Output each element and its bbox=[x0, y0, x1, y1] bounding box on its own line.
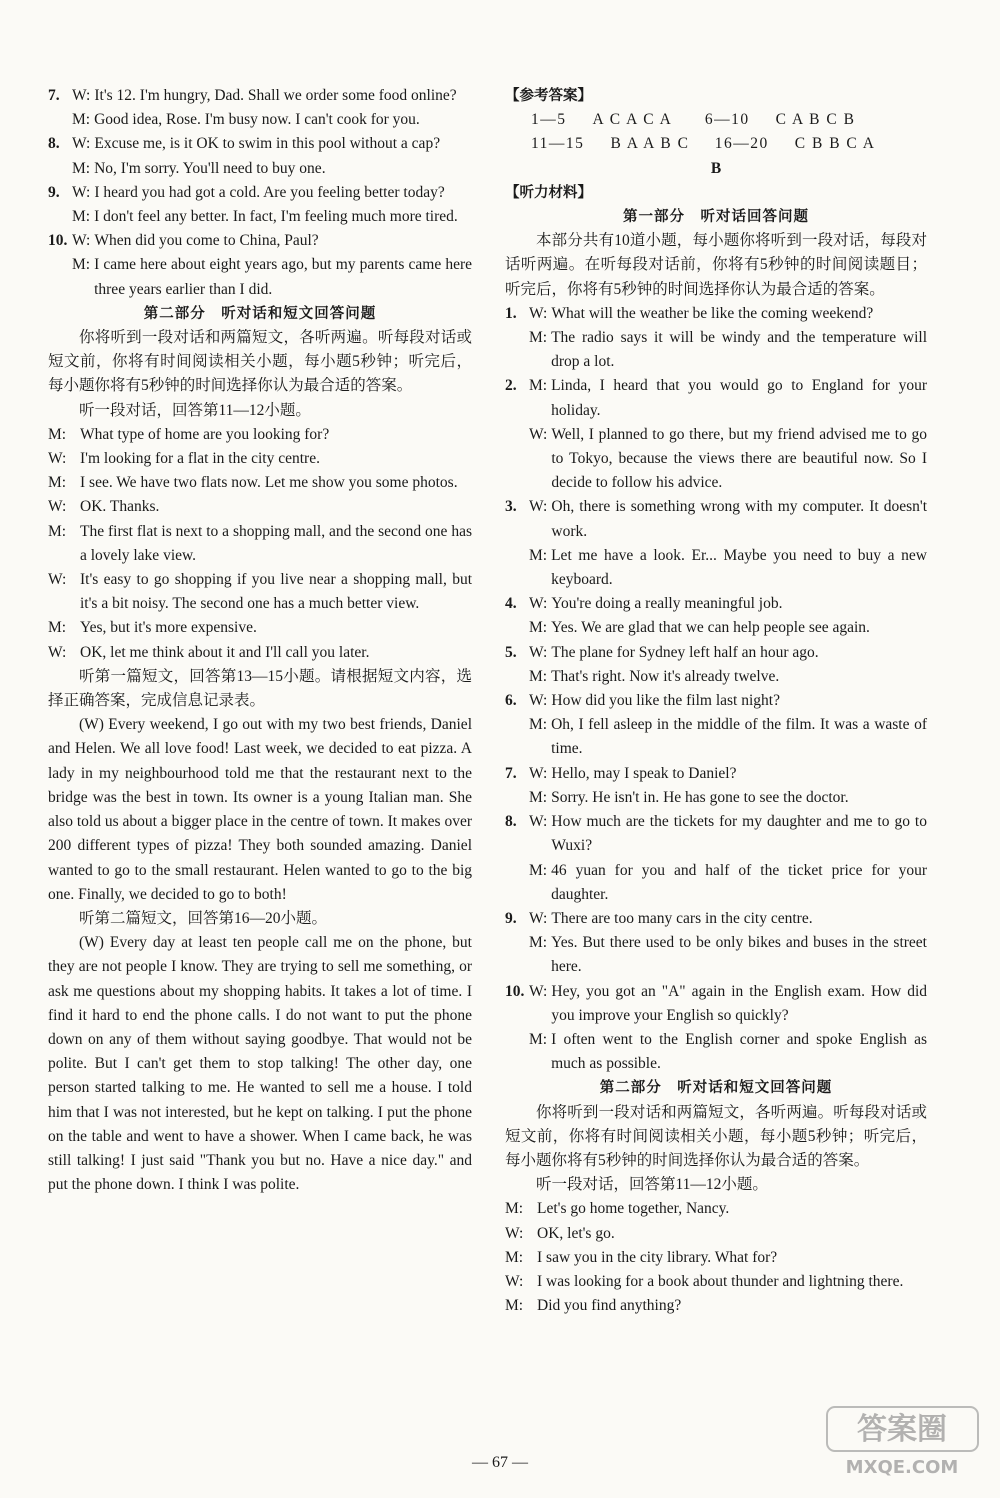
right-dialog-items bbox=[505, 302, 927, 1077]
dialog-line bbox=[505, 495, 927, 543]
question-number: 7. bbox=[48, 87, 60, 104]
dialog-line bbox=[505, 326, 927, 374]
speaker-label: M: bbox=[529, 934, 548, 952]
dialog-line bbox=[505, 1246, 927, 1270]
speaker-label: W: bbox=[48, 571, 67, 589]
speaker-label: M: bbox=[529, 788, 548, 806]
dialog-text: Good idea, Rose. I'm busy now. I can't cook for you. bbox=[94, 111, 420, 129]
speaker-label: W: bbox=[529, 643, 548, 661]
dialog-text: I don't feel any better. In fact, I'm feeling much more tired. bbox=[94, 208, 458, 226]
dialog-text: OK, let me think about it and I'll call you later. bbox=[80, 643, 370, 661]
dialog-line bbox=[48, 423, 472, 447]
speaker-label: M: bbox=[48, 425, 67, 443]
dialog-text: Did you find anything? bbox=[537, 1297, 682, 1315]
right-column bbox=[505, 84, 927, 1318]
dialog-text: I often went to the English corner and spoke English as much as possible. bbox=[551, 1030, 927, 1073]
section2-intro-right: 你将听到一段对话和两篇短文，各听两遍。听每段对话或短文前，你将有时间阅读相关小题，每小题5秒钟；听完后，每小题你将有5秒钟的时间选择你认为最合适的答案。 bbox=[505, 1103, 927, 1169]
svg-text:MXQE.COM: MXQE.COM bbox=[845, 1457, 959, 1478]
dialog-text: Well, I planned to go there, but my friend advised me to go to Tokyo, because the views there are beautiful now. So I decide to follow his advice. bbox=[551, 425, 927, 492]
dialog-text: The radio says it will be windy and the temperature will drop a lot. bbox=[551, 329, 927, 371]
dialog-text: When did you come to China, Paul? bbox=[94, 232, 319, 250]
dialog-text: It's 12. I'm hungry, Dad. Shall we order some food online? bbox=[94, 87, 457, 104]
dialog-line bbox=[505, 544, 927, 592]
listening-material-header: 【听力材料】 bbox=[505, 184, 592, 201]
speaker-label: M: bbox=[529, 667, 548, 685]
section1-title: 第一部分 听对话回答问题 bbox=[623, 209, 809, 226]
speaker-label: M: bbox=[72, 208, 91, 226]
dialog-text: Let's go home together, Nancy. bbox=[537, 1200, 730, 1218]
speaker-label: W: bbox=[48, 498, 67, 516]
question-number: 4. bbox=[505, 595, 517, 613]
passage2-text: (W) Every day at least ten people call me on the phone, but they are not people I know. They are trying to sell me something, or ask me questions about my shopping habits. It takes a lot of time. I find it hard to end the phone calls. I do not want to put the phone down on any of them without saying goodbye. That would not be polite. But I can't get them to stop talking! The other day, one person started talking to me. He wanted to sell me a house. I told him that I was not interested, but he kept on talking. I put the phone on the table and went to have a shower. When I came back, he was still talking! I just said "Thank you but no. Have a nice day." and put the phone down. I think I was polite. bbox=[48, 934, 472, 1194]
dialog-line bbox=[48, 641, 472, 665]
dialog-text: How did you like the film last night? bbox=[551, 692, 780, 710]
reference-answer-header: 【参考答案】 bbox=[505, 88, 592, 104]
answer-row-2 bbox=[505, 132, 927, 156]
dialog-instruction: 听一段对话，回答第11—12小题。 bbox=[79, 401, 311, 419]
dialog-instruction-right: 听一段对话，回答第11—12小题。 bbox=[536, 1176, 768, 1194]
dialog-text: What will the weather be like the coming weekend? bbox=[551, 304, 874, 322]
dialog-line bbox=[48, 157, 472, 181]
dialog-line bbox=[505, 810, 927, 858]
left-dialog-items bbox=[48, 84, 472, 302]
left-column bbox=[48, 84, 472, 1197]
speaker-label: M: bbox=[505, 1248, 524, 1266]
dialog-line bbox=[48, 447, 472, 471]
speaker-label: W: bbox=[72, 232, 91, 250]
speaker-label: W: bbox=[529, 909, 548, 927]
speaker-label: W: bbox=[529, 982, 548, 1000]
speaker-label: W: bbox=[72, 135, 91, 153]
dialog-text: OK, let's go. bbox=[537, 1224, 615, 1242]
passage1-instruction: 听第一篇短文，回答第13—15小题。请根据短文内容，选择正确答案，完成信息记录表。 bbox=[48, 667, 472, 710]
svg-text:答案圈: 答案圈 bbox=[857, 1412, 947, 1447]
question-number: 1. bbox=[505, 304, 517, 322]
speaker-label: M: bbox=[505, 1297, 524, 1315]
question-number: 9. bbox=[505, 909, 517, 927]
speaker-label: W: bbox=[529, 813, 548, 831]
dialog-line bbox=[505, 592, 927, 616]
dialog-line bbox=[505, 907, 927, 931]
dialog-line bbox=[48, 108, 472, 132]
dialog-11-12 bbox=[48, 423, 472, 665]
question-number: 9. bbox=[48, 183, 60, 201]
dialog-line bbox=[505, 1028, 927, 1076]
speaker-label: W: bbox=[529, 498, 548, 516]
dialog-line bbox=[505, 1270, 927, 1294]
dialog-text: 46 yuan for you and half of the ticket price for your daughter. bbox=[551, 861, 927, 903]
speaker-label: W: bbox=[48, 450, 67, 468]
dialog-text: It's easy to go shopping if you live near a shopping mall, but it's a bit noisy. The second one has a much better view. bbox=[80, 571, 472, 613]
dialog-line bbox=[505, 302, 927, 326]
speaker-label: M: bbox=[529, 619, 548, 637]
dialog-text: Hello, may I speak to Daniel? bbox=[551, 764, 737, 782]
dialog-line bbox=[48, 181, 472, 205]
dialog-text: How much are the tickets for my daughter and me to go to Wuxi? bbox=[551, 813, 927, 855]
answer-b: B bbox=[710, 159, 722, 177]
question-number: 2. bbox=[505, 377, 517, 395]
dialog-text: Hey, you got an "A" again in the English exam. How did you improve your English so quickly? bbox=[551, 982, 927, 1024]
section2-title-right: 第二部分 听对话和短文回答问题 bbox=[599, 1080, 833, 1097]
dialog-line bbox=[505, 762, 927, 786]
section2-title: 第二部分 听对话和短文回答问题 bbox=[143, 305, 377, 322]
dialog-text: I'm looking for a flat in the city centre. bbox=[80, 450, 320, 468]
dialog-text: What type of home are you looking for? bbox=[80, 425, 330, 443]
dialog-line bbox=[505, 713, 927, 761]
speaker-label: M: bbox=[529, 861, 548, 879]
dialog-line bbox=[505, 786, 927, 810]
question-number: 8. bbox=[48, 135, 60, 153]
dialog-line bbox=[48, 84, 472, 108]
passage2-instruction: 听第二篇短文，回答第16—20小题。 bbox=[79, 909, 328, 927]
answer-range: 11—15 bbox=[531, 135, 585, 153]
dialog-text: Let me have a look. Er... Maybe you need to buy a new keyboard. bbox=[551, 546, 927, 589]
dialog-text: I see. We have two flats now. Let me show you some photos. bbox=[80, 474, 458, 492]
dialog-line bbox=[505, 1197, 927, 1221]
speaker-label: W: bbox=[529, 425, 548, 443]
speaker-label: W: bbox=[529, 764, 548, 782]
page-number: — 67 — bbox=[472, 1454, 528, 1471]
speaker-label: W: bbox=[72, 87, 91, 104]
dialog-text: The first flat is next to a shopping mall, and the second one has a lovely lake view. bbox=[80, 522, 472, 564]
dialog-text: Yes, but it's more expensive. bbox=[80, 619, 257, 637]
speaker-label: M: bbox=[529, 1030, 548, 1048]
question-number: 10. bbox=[505, 982, 525, 1000]
dialog-line bbox=[505, 616, 927, 640]
dialog-line bbox=[48, 616, 472, 640]
dialog-text: You're doing a really meaningful job. bbox=[551, 595, 783, 613]
dialog-line bbox=[505, 859, 927, 907]
dialog-line bbox=[505, 931, 927, 979]
speaker-label: W: bbox=[529, 304, 548, 322]
dialog-line bbox=[48, 520, 472, 568]
dialog-line bbox=[505, 980, 927, 1028]
dialog-text: Yes. But there used to be only bikes and buses in the street here. bbox=[551, 934, 927, 976]
answer-values: C A B C B bbox=[775, 111, 856, 129]
dialog-11-12-right bbox=[505, 1197, 927, 1318]
dialog-text: I came here about eight years ago, but my parents came here three years earlier than I did. bbox=[94, 256, 472, 298]
speaker-label: M: bbox=[529, 329, 548, 347]
dialog-text: The plane for Sydney left half an hour ago. bbox=[551, 643, 819, 661]
dialog-text: Oh, there is something wrong with my computer. It doesn't work. bbox=[551, 498, 927, 540]
question-number: 3. bbox=[505, 498, 517, 516]
dialog-line bbox=[48, 205, 472, 229]
answer-values: A C A C A bbox=[592, 111, 672, 129]
speaker-label: M: bbox=[505, 1200, 524, 1218]
dialog-line bbox=[48, 568, 472, 616]
speaker-label: M: bbox=[48, 474, 67, 492]
speaker-label: W: bbox=[505, 1272, 524, 1290]
passage1-text: (W) Every weekend, I go out with my two best friends, Daniel and Helen. We all love food! Last week, we decided to eat pizza. A lady in my neighbourhood told me that the restaurant next to the bridge was the best in town. Its owner is a young Italian man. She also told us about a bigger place in the centre of town. It makes over 200 different types of pizza! They both sounded amazing. Daniel wanted to go to the small restaurant. Helen wanted to go to the big one. Finally, we decided to go to both! bbox=[48, 716, 472, 903]
dialog-text: There are too many cars in the city centre. bbox=[551, 909, 813, 927]
speaker-label: W: bbox=[529, 595, 548, 613]
dialog-line bbox=[505, 423, 927, 496]
question-number: 5. bbox=[505, 643, 517, 661]
watermark-logo bbox=[825, 1405, 980, 1480]
dialog-line bbox=[505, 665, 927, 689]
answer-values: B A A B C bbox=[610, 135, 690, 153]
dialog-line bbox=[505, 689, 927, 713]
dialog-text: I saw you in the city library. What for? bbox=[537, 1248, 778, 1266]
speaker-label: W: bbox=[505, 1224, 524, 1242]
dialog-line bbox=[48, 495, 472, 519]
answer-range: 16—20 bbox=[714, 135, 769, 153]
speaker-label: M: bbox=[529, 716, 548, 734]
dialog-line bbox=[505, 374, 927, 422]
dialog-text: OK. Thanks. bbox=[80, 498, 160, 516]
speaker-label: M: bbox=[48, 619, 67, 637]
speaker-label: W: bbox=[48, 643, 67, 661]
question-number: 7. bbox=[505, 764, 517, 782]
dialog-text: Excuse me, is it OK to swim in this pool without a cap? bbox=[94, 135, 441, 153]
speaker-label: M: bbox=[529, 546, 548, 564]
dialog-text: No, I'm sorry. You'll need to buy one. bbox=[94, 159, 326, 177]
speaker-label: W: bbox=[529, 692, 548, 710]
dialog-text: Linda, I heard that you would go to England for your holiday. bbox=[551, 377, 927, 419]
section2-intro: 你将听到一段对话和两篇短文，各听两遍。听每段对话或短文前，你将有时间阅读相关小题，每小题5秒钟；听完后，每小题你将有5秒钟的时间选择你认为最合适的答案。 bbox=[48, 329, 472, 395]
answer-values: C B B C A bbox=[794, 135, 876, 153]
speaker-label: M: bbox=[48, 522, 67, 540]
speaker-label: M: bbox=[72, 111, 91, 129]
dialog-text: Oh, I fell asleep in the middle of the film. It was a waste of time. bbox=[551, 716, 927, 758]
dialog-line bbox=[48, 471, 472, 495]
dialog-line bbox=[48, 132, 472, 156]
speaker-label: M: bbox=[72, 159, 91, 177]
dialog-text: Sorry. He isn't in. He has gone to see the doctor. bbox=[551, 788, 849, 806]
speaker-label: M: bbox=[72, 256, 91, 274]
speaker-label: M: bbox=[529, 377, 548, 395]
dialog-line bbox=[48, 229, 472, 253]
question-number: 10. bbox=[48, 232, 68, 250]
dialog-line bbox=[505, 641, 927, 665]
question-number: 8. bbox=[505, 813, 517, 831]
answer-range: 6—10 bbox=[704, 111, 750, 129]
speaker-label: W: bbox=[72, 183, 91, 201]
dialog-text: Yes. We are glad that we can help people see again. bbox=[551, 619, 870, 637]
dialog-line bbox=[505, 1294, 927, 1318]
dialog-text: I heard you had got a cold. Are you feeling better today? bbox=[94, 183, 445, 201]
section1-intro: 本部分共有10道小题，每小题你将听到一段对话，每段对话听两遍。在听每段对话前，你将有5秒钟的时间阅读题目；听完后，你将有5秒钟的时间选择你认为最合适的答案。 bbox=[505, 232, 927, 298]
answer-row-1 bbox=[505, 108, 927, 132]
dialog-text: That's right. Now it's already twelve. bbox=[551, 667, 780, 685]
dialog-text: I was looking for a book about thunder and lightning there. bbox=[537, 1272, 904, 1290]
question-number: 6. bbox=[505, 692, 517, 710]
answer-range: 1—5 bbox=[531, 111, 567, 129]
dialog-line bbox=[48, 253, 472, 301]
dialog-line bbox=[505, 1222, 927, 1246]
